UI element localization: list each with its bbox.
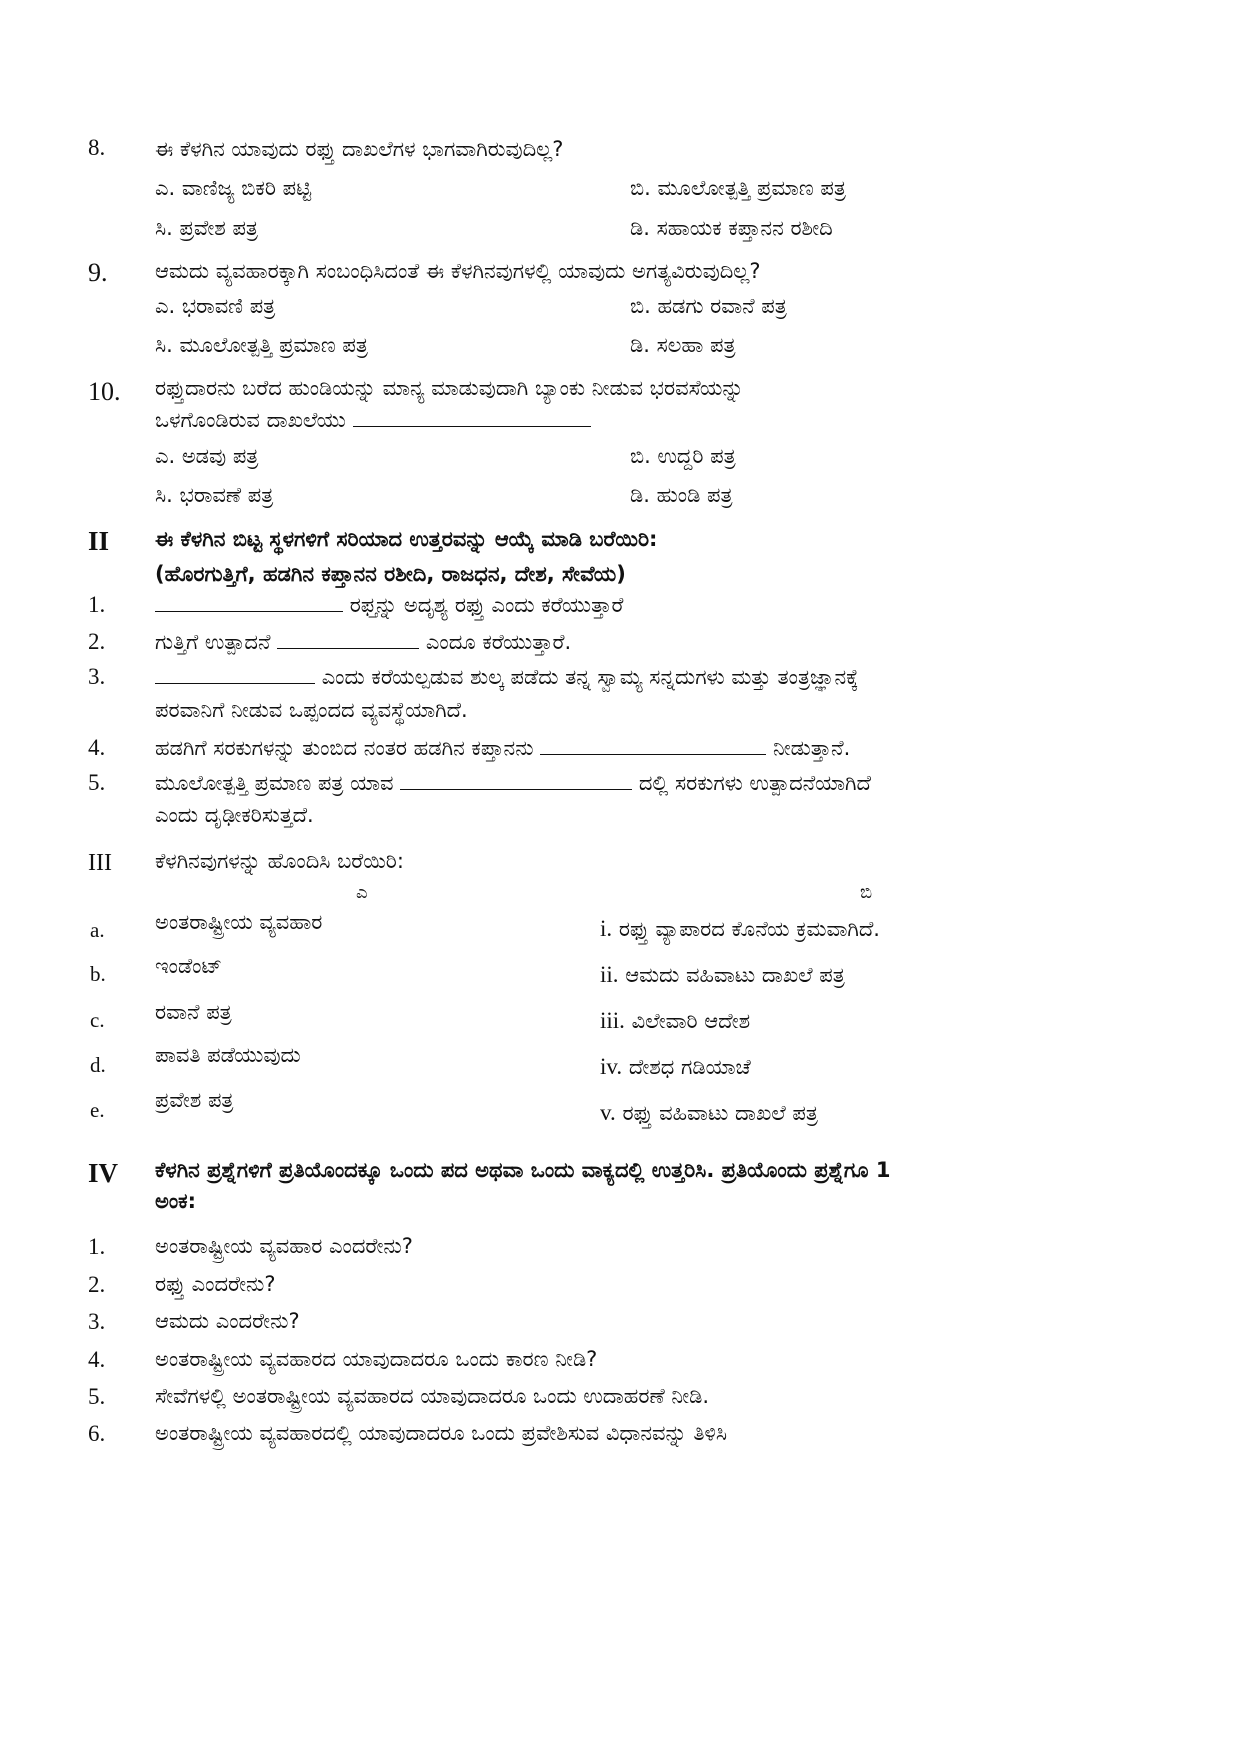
s4-question: ಅಂತರಾಷ್ಟ್ರೀಯ ವ್ಯವಹಾರದ ಯಾವುದಾದರೂ ಒಂದು ಕಾರಣ ನೀಡಿ? bbox=[155, 1347, 598, 1371]
q8-option-b: ಬಿ. ಮೂಲೋತ್ಪತ್ತಿ ಪ್ರಮಾಣ ಪತ್ರ bbox=[630, 176, 846, 200]
q8-option-c: ಸಿ. ಪ್ರವೇಶ ಪತ್ರ bbox=[155, 216, 258, 240]
match-row-letter: c. bbox=[90, 1008, 105, 1032]
match-row-b-numeral: iv. bbox=[600, 1054, 623, 1079]
match-row-b-text: ವಿಲೇವಾರಿ ಆದೇಶ bbox=[631, 1009, 751, 1033]
q10-option-a: ಎ. ಅಡವು ಪತ್ರ bbox=[155, 444, 259, 468]
match-row-b-text: ರಫ್ತು ವಹಿವಾಟು ದಾಖಲೆ ಪತ್ರ bbox=[622, 1101, 818, 1125]
s4-question: ಅಂತರಾಷ್ಟ್ರೀಯ ವ್ಯವಹಾರ ಎಂದರೇನು? bbox=[155, 1234, 413, 1258]
match-row-letter: d. bbox=[90, 1053, 106, 1077]
s4-question: ಸೇವೆಗಳಲ್ಲಿ ಅಂತರಾಷ್ಟ್ರೀಯ ವ್ಯವಹಾರದ ಯಾವುದಾದರೂ ಒಂದು ಉದಾಹರಣೆ ನೀಡಿ. bbox=[155, 1384, 710, 1408]
s4-question: ಆಮದು ಎಂದರೇನು? bbox=[155, 1309, 300, 1333]
s4-item-number: 4. bbox=[88, 1347, 106, 1372]
q8-option-d: ಡಿ. ಸಹಾಯಕ ಕಪ್ತಾನನ ರಶೀದಿ bbox=[630, 216, 833, 240]
q10-text: ರಫ್ತುದಾರನು ಬರೆದ ಹುಂಡಿಯನ್ನು ಮಾನ್ಯ ಮಾಡುವುದಾಗಿ ಬ್ಯಾಂಕು ನೀಡುವ ಭರವಸೆಯನ್ನು bbox=[155, 376, 744, 400]
q9-text: ಆಮದು ವ್ಯವಹಾರಕ್ಕಾಗಿ ಸಂಬಂಧಿಸಿದಂತೆ ಈ ಕೆಳಗಿನವುಗಳಲ್ಲಿ ಯಾವುದು ಅಗತ್ಯವಿರುವುದಿಲ್ಲ? bbox=[155, 259, 761, 283]
section2-choices: (ಹೊರಗುತ್ತಿಗೆ, ಹಡಗಿನ ಕಪ್ತಾನನ ರಶೀದಿ, ರಾಜಧನ, ದೇಶ, ಸೇವೆಯ) bbox=[155, 562, 626, 586]
s2-item3-line2: ಪರವಾನಿಗೆ ನೀಡುವ ಒಪ್ಪಂದದ ವ್ಯವಸ್ಥೆಯಾಗಿದೆ. bbox=[155, 698, 468, 722]
s4-item-number: 3. bbox=[88, 1309, 106, 1334]
s2-item2 bbox=[155, 624, 571, 660]
s2-item2-after: ಎಂದೂ ಕರೆಯುತ್ತಾರೆ. bbox=[425, 630, 572, 654]
match-row-b-numeral: i. bbox=[600, 916, 613, 941]
match-row-b bbox=[600, 1100, 818, 1126]
s4-question: ಅಂತರಾಷ್ಟ್ರೀಯ ವ್ಯವಹಾರದಲ್ಲಿ ಯಾವುದಾದರೂ ಒಂದು ಪ್ರವೇಶಿಸುವ ವಿಧಾನವನ್ನು ತಿಳಿಸಿ bbox=[155, 1421, 728, 1445]
match-row-letter: e. bbox=[90, 1098, 105, 1122]
section3-heading: ಕೆಳಗಿನವುಗಳನ್ನು ಹೊಂದಿಸಿ ಬರೆಯಿರಿ: bbox=[155, 849, 404, 873]
match-row-b-text: ರಫ್ತು ವ್ಯಾಪಾರದ ಕೊನೆಯ ಕ್ರಮವಾಗಿದೆ. bbox=[618, 917, 880, 941]
q10-option-b: ಬಿ. ಉದ್ದರಿ ಪತ್ರ bbox=[630, 444, 736, 468]
match-row-b bbox=[600, 916, 880, 942]
match-row-letter: b. bbox=[90, 962, 106, 986]
s2-item3-blank[interactable] bbox=[155, 663, 315, 684]
q9-option-a: ಎ. ಭರಾವಣಿ ಪತ್ರ bbox=[155, 294, 276, 318]
s2-item-number: 2. bbox=[88, 629, 106, 654]
q9-option-c: ಸಿ. ಮೂಲೋತ್ಪತ್ತಿ ಪ್ರಮಾಣ ಪತ್ರ bbox=[155, 333, 368, 357]
s4-item-number: 5. bbox=[88, 1384, 106, 1409]
s2-item5-blank[interactable] bbox=[400, 769, 632, 790]
s2-item1-text: ರಫ್ತನ್ನು ಅದೃಶ್ಯ ರಫ್ತು ಎಂದು ಕರೆಯುತ್ತಾರೆ bbox=[349, 593, 624, 617]
q9-number: 9. bbox=[88, 258, 108, 287]
s2-item4-after: ನೀಡುತ್ತಾನೆ. bbox=[772, 736, 851, 760]
match-row-b-numeral: iii. bbox=[600, 1008, 625, 1033]
match-row-a: ರವಾನೆ ಪತ್ರ bbox=[155, 1000, 232, 1024]
q10-blank[interactable] bbox=[353, 406, 591, 427]
section2-roman: II bbox=[88, 526, 110, 556]
match-row-a: ಅಂತರಾಷ್ಟ್ರೀಯ ವ್ಯವಹಾರ bbox=[155, 910, 323, 934]
match-column-b-header: ಬಿ bbox=[860, 882, 873, 903]
s2-item2-before: ಗುತ್ತಿಗೆ ಉತ್ಪಾದನೆ bbox=[155, 630, 271, 654]
s2-item3 bbox=[155, 659, 858, 695]
s2-item4-blank[interactable] bbox=[540, 734, 766, 755]
section4-roman: IV bbox=[88, 1158, 119, 1188]
s2-item-number: 4. bbox=[88, 735, 106, 760]
s2-item5-before: ಮೂಲೋತ್ಪತ್ತಿ ಪ್ರಮಾಣ ಪತ್ರ ಯಾವ bbox=[155, 771, 394, 795]
section3-roman: III bbox=[88, 850, 112, 876]
q9-option-b: ಬಿ. ಹಡಗು ರವಾನೆ ಪತ್ರ bbox=[630, 294, 787, 318]
s2-item5-line2: ಎಂದು ದೃಢೀಕರಿಸುತ್ತದೆ. bbox=[155, 803, 314, 827]
s2-item4-before: ಹಡಗಿಗೆ ಸರಕುಗಳನ್ನು ತುಂಬಿದ ನಂತರ ಹಡಗಿನ ಕಪ್ತಾನನು bbox=[155, 736, 534, 760]
match-column-a-header: ಎ bbox=[356, 882, 368, 903]
q10-option-c: ಸಿ. ಭರಾವಣೆ ಪತ್ರ bbox=[155, 483, 274, 507]
match-row-b bbox=[600, 1008, 750, 1034]
s2-item-number: 3. bbox=[88, 664, 106, 689]
section2-heading: ಈ ಕೆಳಗಿನ ಬಿಟ್ಟ ಸ್ಥಳಗಳಿಗೆ ಸರಿಯಾದ ಉತ್ತರವನ್ನು ಆಯ್ಕೆ ಮಾಡಿ ಬರೆಯಿರಿ: bbox=[155, 527, 658, 551]
s2-item1-blank[interactable] bbox=[155, 591, 343, 612]
q8-option-a: ಎ. ವಾಣಿಜ್ಯ ಬಿಕರಿ ಪಟ್ಟಿ bbox=[155, 176, 312, 200]
s2-item5 bbox=[155, 765, 871, 801]
match-row-b-numeral: v. bbox=[600, 1100, 616, 1125]
section4-heading: ಕೆಳಗಿನ ಪ್ರಶ್ನೆಗಳಿಗೆ ಪ್ರತಿಯೊಂದಕ್ಕೂ ಒಂದು ಪದ ಅಥವಾ ಒಂದು ವಾಕ್ಯದಲ್ಲಿ ಉತ್ತರಿಸಿ. ಪ್ರತಿಯೊಂದು ಪ್ರಶ್ನೆಗೂ 1 bbox=[155, 1158, 891, 1182]
section4-heading-line2: ಅಂಕ: bbox=[155, 1189, 196, 1213]
q9-option-d: ಡಿ. ಸಲಹಾ ಪತ್ರ bbox=[630, 333, 736, 357]
s4-question: ರಫ್ತು ಎಂದರೇನು? bbox=[155, 1272, 276, 1296]
q10-text-line2 bbox=[155, 402, 591, 438]
q10-option-d: ಡಿ. ಹುಂಡಿ ಪತ್ರ bbox=[630, 483, 733, 507]
match-row-b bbox=[600, 962, 845, 988]
q10-number: 10. bbox=[88, 377, 121, 406]
match-row-b-numeral: ii. bbox=[600, 962, 619, 987]
s2-item5-after: ದಲ್ಲಿ ಸರಕುಗಳು ಉತ್ಪಾದನೆಯಾಗಿದೆ bbox=[638, 771, 871, 795]
s2-item-number: 5. bbox=[88, 770, 106, 795]
match-row-a: ಪಾವತಿ ಪಡೆಯುವುದು bbox=[155, 1043, 301, 1067]
match-row-b bbox=[600, 1054, 751, 1080]
s2-item4 bbox=[155, 730, 850, 766]
q8-text: ಈ ಕೆಳಗಿನ ಯಾವುದು ರಫ್ತು ದಾಖಲೆಗಳ ಭಾಗವಾಗಿರುವುದಿಲ್ಲ? bbox=[155, 137, 564, 161]
match-row-a: ಪ್ರವೇಶ ಪತ್ರ bbox=[155, 1088, 234, 1112]
s4-item-number: 6. bbox=[88, 1421, 106, 1446]
q10-text-line2-label: ಒಳಗೊಂಡಿರುವ ದಾಖಲೆಯು bbox=[155, 408, 346, 432]
s2-item1 bbox=[155, 587, 623, 623]
s2-item2-blank[interactable] bbox=[277, 628, 419, 649]
match-row-a: ಇಂಡೆಂಟ್ bbox=[155, 954, 223, 978]
s4-item-number: 1. bbox=[88, 1234, 106, 1259]
match-row-b-text: ದೇಶಧ ಗಡಿಯಾಚೆ bbox=[628, 1055, 751, 1079]
match-row-b-text: ಆಮದು ವಹಿವಾಟು ದಾಖಲೆ ಪತ್ರ bbox=[625, 963, 845, 987]
q8-number: 8. bbox=[88, 135, 106, 160]
s2-item3-text: ಎಂದು ಕರೆಯಲ್ಪಡುವ ಶುಲ್ಕ ಪಡೆದು ತನ್ನ ಸ್ವಾಮ್ಯ ಸನ್ನದುಗಳು ಮತ್ತು ತಂತ್ರಜ್ಞಾನಕ್ಕೆ bbox=[321, 665, 859, 689]
s2-item-number: 1. bbox=[88, 592, 106, 617]
match-row-letter: a. bbox=[90, 918, 105, 942]
s4-item-number: 2. bbox=[88, 1272, 106, 1297]
